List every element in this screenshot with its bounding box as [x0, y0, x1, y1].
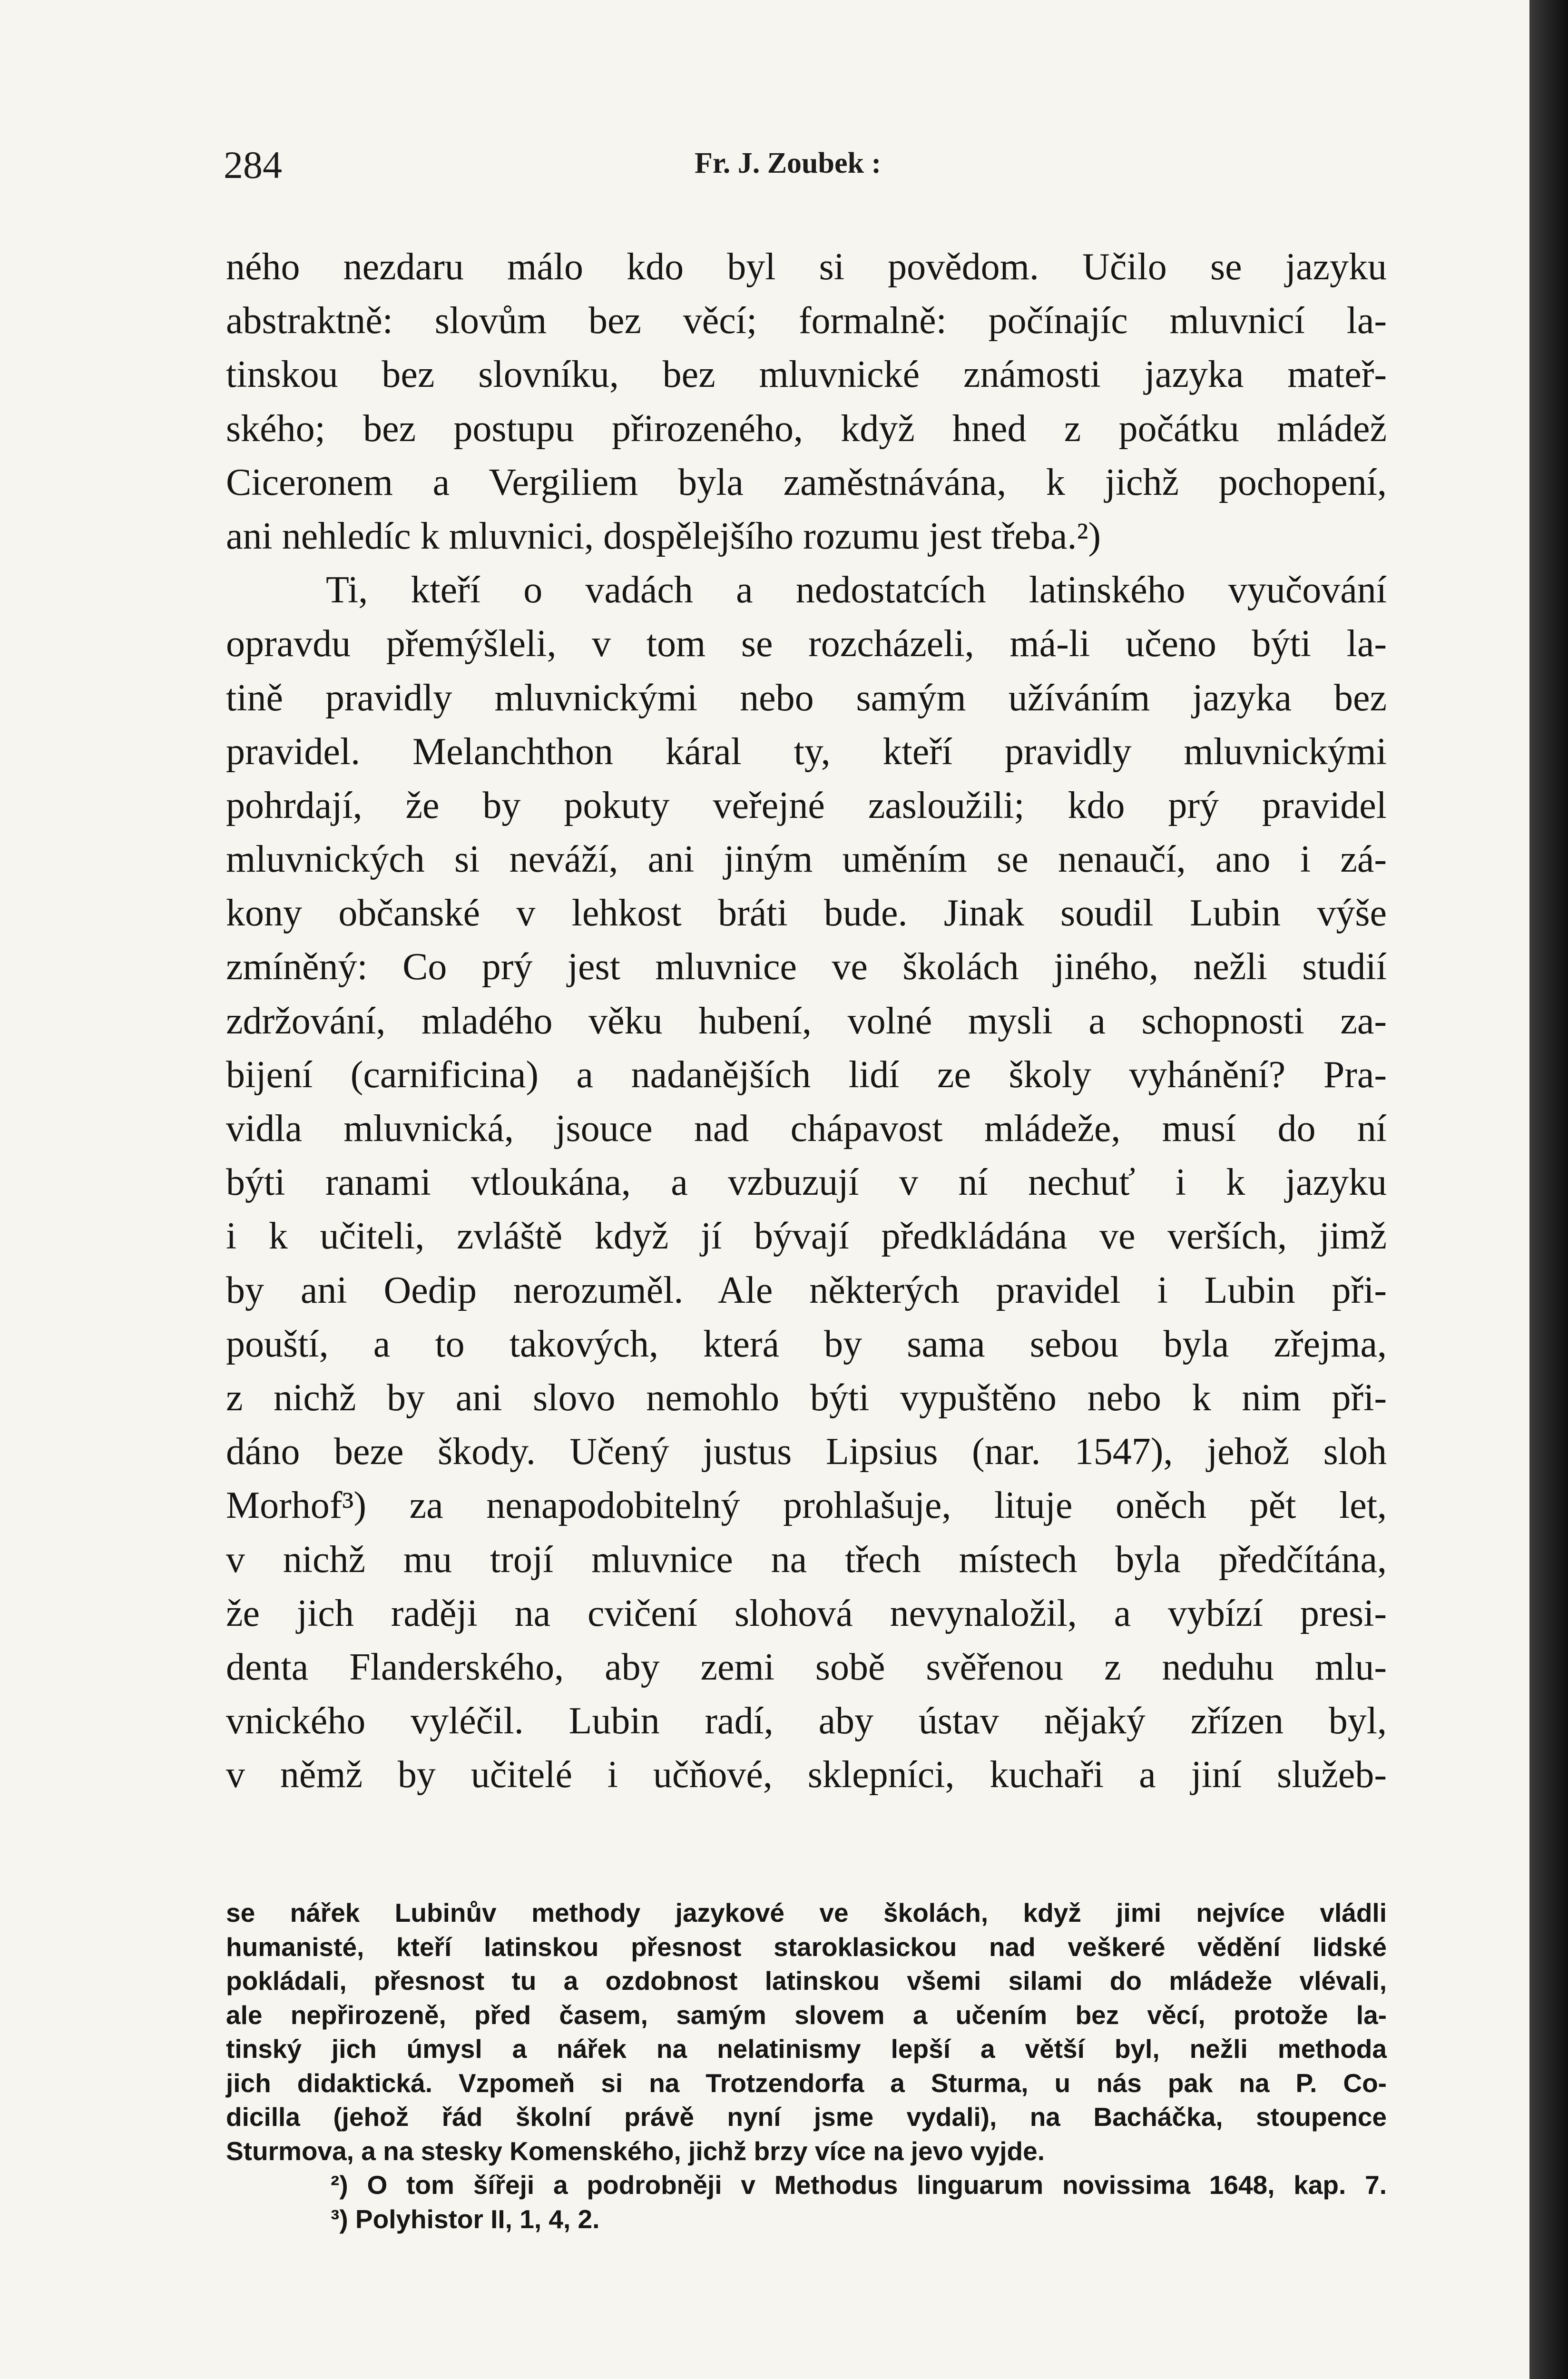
body-line: zmíněný: Co prý jest mluvnice ve školách jiného, nežli studií — [226, 946, 1387, 988]
body-line: by ani Oedip nerozuměl. Ale některých pravidel i Lubin při- — [226, 1269, 1387, 1311]
footnote-line: humanisté, kteří latinskou přesnost staroklasickou nad veškeré vědění lidské — [226, 1932, 1387, 1962]
footnote-line: jich didaktická. Vzpomeň si na Trotzendorfa a Sturma, u nás pak na P. Co- — [226, 2068, 1387, 2098]
body-line: pouští, a to takových, která by sama sebou byla zřejma, — [226, 1323, 1387, 1365]
footnote-3: ³) Polyhistor II, 1, 4, 2. — [331, 2204, 600, 2234]
body-line: bijení (carnificina) a nadanějších lidí ze školy vyhánění? Pra- — [226, 1053, 1387, 1096]
body-line: kony občanské v lehkost bráti bude. Jinak soudil Lubin výše — [226, 892, 1387, 934]
body-line: ani nehledíc k mluvnici, dospělejšího rozumu jest třeba.²) — [226, 515, 1101, 557]
body-line: i k učiteli, zvláště když jí bývají předkládána ve verších, jimž — [226, 1215, 1387, 1258]
scan-dark-edge — [1529, 0, 1568, 2379]
body-line: ského; bez postupu přirozeného, když hned z počátku mládež — [226, 407, 1387, 450]
body-line: tině pravidly mluvnickými nebo samým užíváním jazyka bez — [226, 677, 1387, 719]
body-line: býti ranami vtloukána, a vzbuzují v ní nechuť i k jazyku — [226, 1161, 1387, 1204]
body-line: mluvnických si neváží, ani jiným uměním se nenaučí, ano i zá- — [226, 838, 1387, 881]
body-line: zdržování, mladého věku hubení, volné mysli a schopnosti za- — [226, 1000, 1387, 1042]
footnote-line: pokládali, přesnost tu a ozdobnost latinskou všemi silami do mládeže vlévali, — [226, 1966, 1387, 1996]
body-line: v nichž mu trojí mluvnice na třech místech byla předčítána, — [226, 1538, 1387, 1581]
page-number: 284 — [224, 143, 282, 187]
footnote-line: dicilla (jehož řád školní právě nyní jsme vydali), na Bacháčka, stoupence — [226, 2102, 1387, 2132]
footnote-2: ²) O tom šířeji a podrobněji v Methodus linguarum novissima 1648, kap. 7. — [331, 2170, 1387, 2200]
body-line: z nichž by ani slovo nemohlo býti vypuštěno nebo k nim při- — [226, 1376, 1387, 1419]
body-line: že jich raději na cvičení slohová nevynaložil, a vybízí presi- — [226, 1592, 1387, 1634]
footnote-line: ale nepřirozeně, před časem, samým slovem a učením bez věcí, protože la- — [226, 2000, 1387, 2030]
footnote-line: tinský jich úmysl a nářek na nelatinismy lepší a větší byl, nežli methoda — [226, 2034, 1387, 2064]
body-line: dáno beze škody. Učený justus Lipsius (nar. 1547), jehož sloh — [226, 1431, 1387, 1473]
page-header — [224, 143, 1384, 195]
running-head: Fr. J. Zoubek : — [695, 147, 882, 179]
body-line: abstraktně: slovům bez věcí; formalně: počínajíc mluvnicí la- — [226, 300, 1387, 342]
body-line: vnického vyléčil. Lubin radí, aby ústav nějaký zřízen byl, — [226, 1700, 1387, 1742]
body-line: pohrdají, že by pokuty veřejné zasloužili; kdo prý pravidel — [226, 784, 1387, 826]
body-line: Morhof³) za nenapodobitelný prohlašuje, lituje oněch pět let, — [226, 1484, 1387, 1527]
body-line: Ti, kteří o vadách a nedostatcích latinského vyučování — [326, 569, 1387, 611]
body-line: v němž by učitelé i učňové, sklepníci, kuchaři a jiní služeb- — [226, 1754, 1387, 1796]
body-line: ného nezdaru málo kdo byl si povědom. Učilo se jazyku — [226, 246, 1387, 288]
body-line: denta Flanderského, aby zemi sobě svěřenou z neduhu mlu- — [226, 1646, 1387, 1688]
body-line: vidla mluvnická, jsouce nad chápavost mládeže, musí do ní — [226, 1108, 1387, 1150]
body-line: opravdu přemýšleli, v tom se rozcházeli, má-li učeno býti la- — [226, 623, 1387, 665]
footnotes — [226, 1896, 1387, 2236]
footnote-line: se nářek Lubinův methody jazykové ve školách, když jimi nejvíce vládli — [226, 1898, 1387, 1927]
footnote-line: Sturmova, a na stesky Komenského, jichž brzy více na jevo vyjde. — [226, 2136, 1045, 2166]
body-line: pravidel. Melanchthon káral ty, kteří pravidly mluvnickými — [226, 730, 1387, 773]
body-line: tinskou bez slovníku, bez mluvnické známosti jazyka mateř- — [226, 354, 1387, 396]
body-line: Ciceronem a Vergiliem byla zaměstnávána, k jichž pochopení, — [226, 461, 1387, 503]
body-text — [226, 240, 1387, 1802]
